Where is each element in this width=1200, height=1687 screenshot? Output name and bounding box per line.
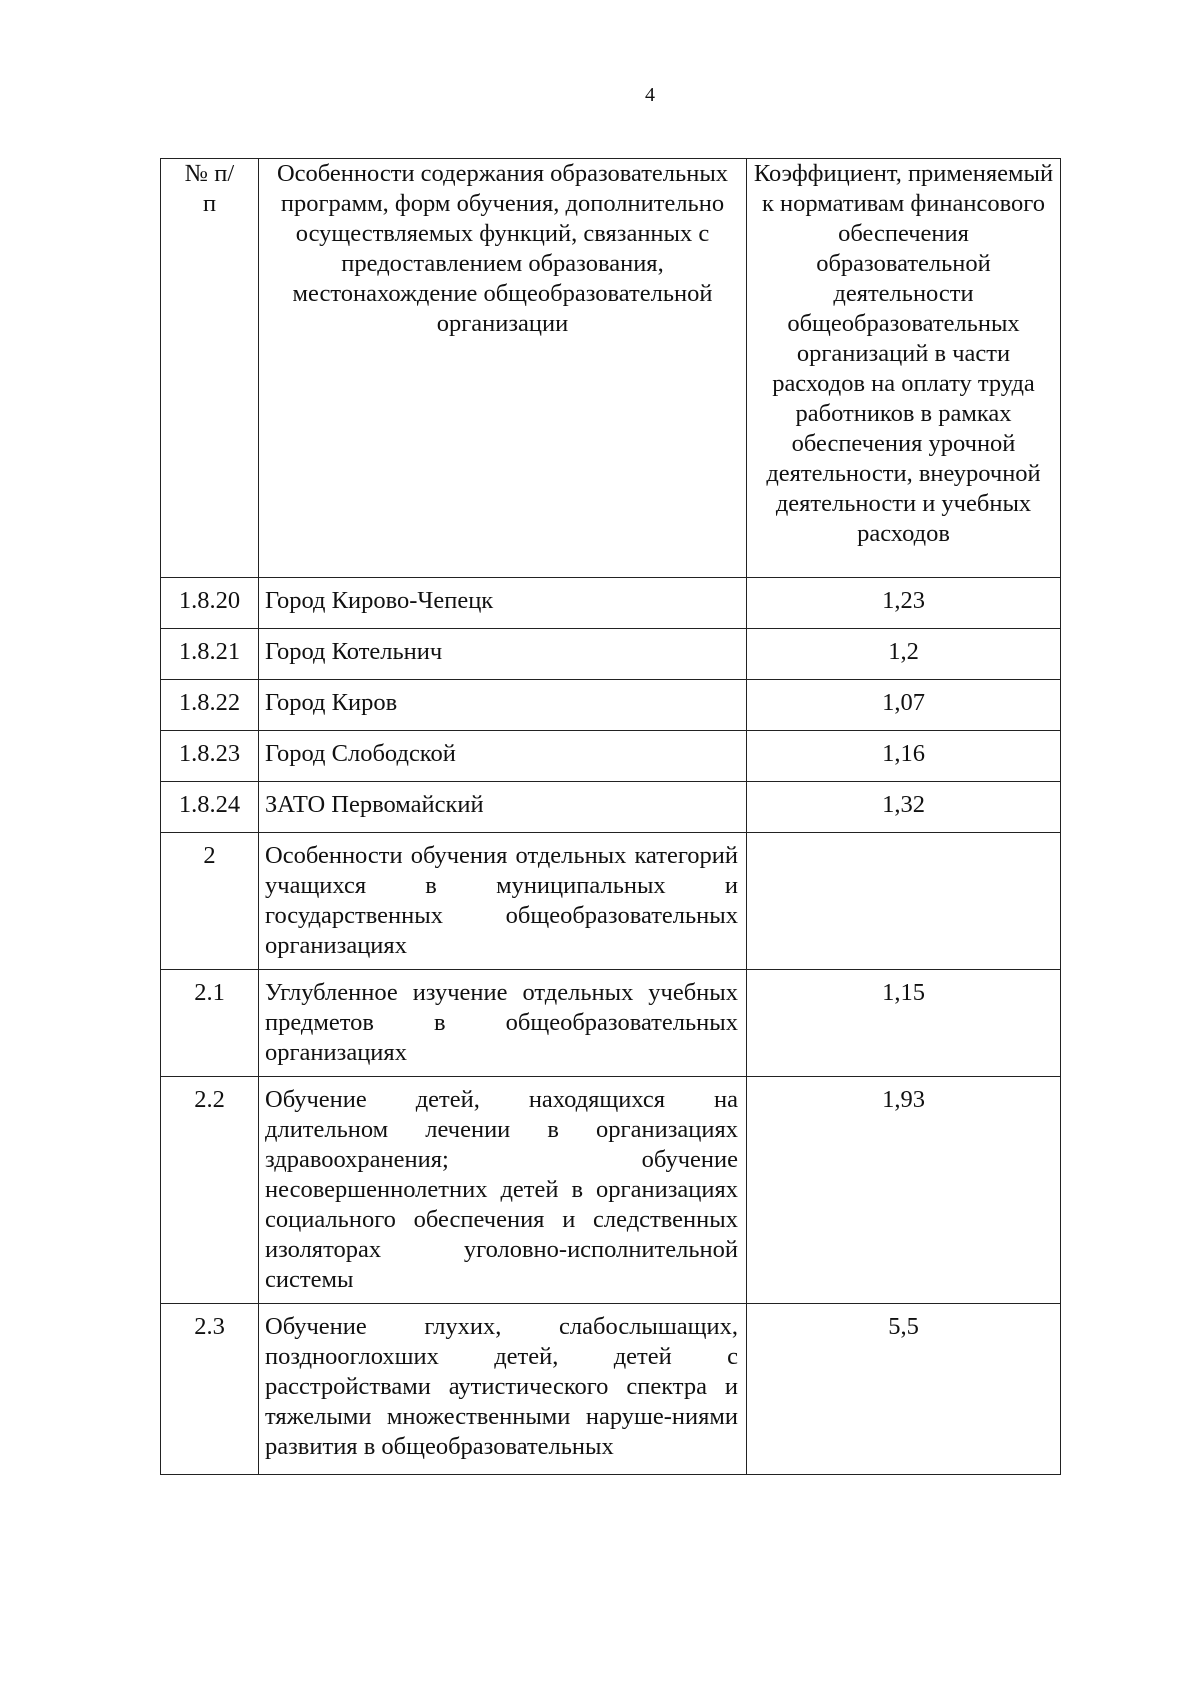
table-row	[161, 833, 1061, 970]
row-value: 1,23	[747, 578, 1061, 629]
row-number: 2	[161, 833, 259, 970]
table-row	[161, 970, 1061, 1077]
row-name: Город Слободской	[259, 731, 747, 782]
row-number: 2.1	[161, 970, 259, 1077]
row-name: Особенности обучения отдельных категорий учащихся в муниципальных и государственных общеобразовательных организациях	[259, 833, 747, 970]
table-row	[161, 1304, 1061, 1475]
row-number: 1.8.24	[161, 782, 259, 833]
row-number: 1.8.20	[161, 578, 259, 629]
table-row	[161, 680, 1061, 731]
row-name: Город Киров	[259, 680, 747, 731]
row-value: 1,2	[747, 629, 1061, 680]
row-name: Обучение детей, находящихся на длительном лечении в организациях здравоохранения; обучение несовершеннолетних детей в организациях социального обеспечения и следственных изоляторах уголовно-исполнительной системы	[259, 1077, 747, 1304]
row-number: 1.8.21	[161, 629, 259, 680]
row-value	[747, 833, 1061, 970]
row-number: 1.8.22	[161, 680, 259, 731]
coefficients-table	[160, 158, 1061, 1475]
row-value: 5,5	[747, 1304, 1061, 1475]
table-row	[161, 731, 1061, 782]
row-number: 1.8.23	[161, 731, 259, 782]
table-row	[161, 629, 1061, 680]
row-value: 1,16	[747, 731, 1061, 782]
table-row	[161, 782, 1061, 833]
table-row	[161, 578, 1061, 629]
row-number: 2.2	[161, 1077, 259, 1304]
header-coefficient: Коэффициент, применяемый к нормативам финансового обеспечения образовательной деятельности общеобразовательных организаций в части расходов на оплату труда работников в рамках обеспечения урочной деятельности, внеурочной деятельности и учебных расходов	[747, 159, 1061, 578]
row-number: 2.3	[161, 1304, 259, 1475]
row-name: Город Кирово-Чепецк	[259, 578, 747, 629]
row-value: 1,07	[747, 680, 1061, 731]
row-name: Город Котельнич	[259, 629, 747, 680]
row-value: 1,32	[747, 782, 1061, 833]
table-header-row	[161, 159, 1061, 578]
row-value: 1,15	[747, 970, 1061, 1077]
page-number: 4	[645, 84, 655, 106]
row-name: ЗАТО Первомайский	[259, 782, 747, 833]
row-name: Обучение глухих, слабослышащих, позднооглохших детей, детей с расстройствами аутистического спектра и тяжелыми множественными наруше-ниями развития в общеобразовательных	[259, 1304, 747, 1475]
row-name: Углубленное изучение отдельных учебных предметов в общеобразовательных организациях	[259, 970, 747, 1077]
header-features: Особенности содержания образовательных программ, форм обучения, дополнительно осуществляемых функций, связанных с предоставлением образования, местонахождение общеобразовательной организации	[259, 159, 747, 578]
header-number: № п/п	[161, 159, 259, 578]
table-row	[161, 1077, 1061, 1304]
row-value: 1,93	[747, 1077, 1061, 1304]
